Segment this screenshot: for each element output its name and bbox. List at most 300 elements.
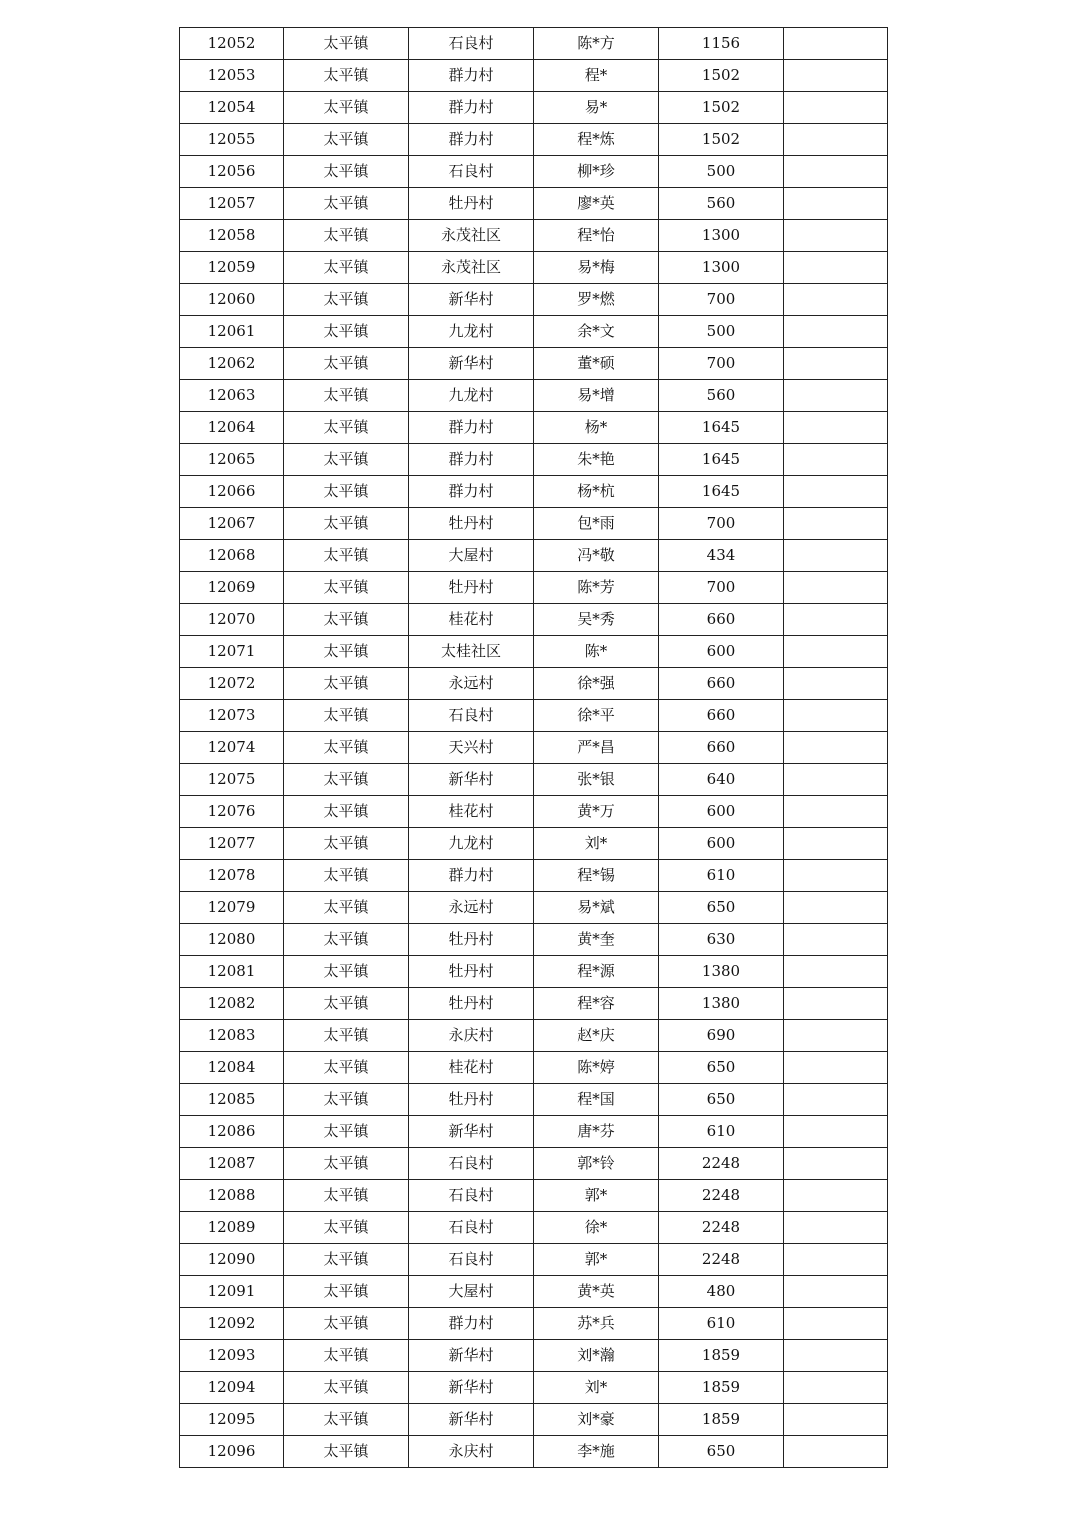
cell-village: 桂花村 xyxy=(409,796,534,828)
cell-town: 太平镇 xyxy=(284,284,409,316)
cell-note xyxy=(784,28,888,60)
cell-village: 大屋村 xyxy=(409,1276,534,1308)
cell-note xyxy=(784,348,888,380)
table-row xyxy=(180,572,888,604)
cell-town: 太平镇 xyxy=(284,476,409,508)
cell-name: 陈*婷 xyxy=(534,1052,659,1084)
cell-serial-number: 12082 xyxy=(180,988,284,1020)
table-row xyxy=(180,1020,888,1052)
cell-amount: 1156 xyxy=(659,28,784,60)
cell-note xyxy=(784,252,888,284)
table-row xyxy=(180,1308,888,1340)
cell-name: 易*梅 xyxy=(534,252,659,284)
cell-town: 太平镇 xyxy=(284,956,409,988)
cell-serial-number: 12090 xyxy=(180,1244,284,1276)
cell-note xyxy=(784,316,888,348)
cell-serial-number: 12055 xyxy=(180,124,284,156)
cell-name: 陈* xyxy=(534,636,659,668)
cell-name: 程* xyxy=(534,60,659,92)
cell-village: 永远村 xyxy=(409,892,534,924)
cell-village: 天兴村 xyxy=(409,732,534,764)
cell-town: 太平镇 xyxy=(284,1308,409,1340)
cell-village: 九龙村 xyxy=(409,316,534,348)
cell-name: 黄*英 xyxy=(534,1276,659,1308)
cell-amount: 560 xyxy=(659,380,784,412)
cell-town: 太平镇 xyxy=(284,828,409,860)
cell-amount: 1380 xyxy=(659,988,784,1020)
cell-amount: 1859 xyxy=(659,1372,784,1404)
cell-serial-number: 12066 xyxy=(180,476,284,508)
cell-village: 群力村 xyxy=(409,412,534,444)
cell-serial-number: 12057 xyxy=(180,188,284,220)
cell-note xyxy=(784,284,888,316)
cell-village: 大屋村 xyxy=(409,540,534,572)
cell-name: 易*斌 xyxy=(534,892,659,924)
cell-note xyxy=(784,1372,888,1404)
cell-serial-number: 12078 xyxy=(180,860,284,892)
cell-note xyxy=(784,668,888,700)
cell-amount: 1859 xyxy=(659,1340,784,1372)
cell-village: 桂花村 xyxy=(409,604,534,636)
cell-amount: 660 xyxy=(659,604,784,636)
cell-amount: 1645 xyxy=(659,444,784,476)
cell-name: 陈*方 xyxy=(534,28,659,60)
cell-amount: 500 xyxy=(659,156,784,188)
cell-village: 石良村 xyxy=(409,1180,534,1212)
cell-note xyxy=(784,636,888,668)
cell-serial-number: 12073 xyxy=(180,700,284,732)
cell-amount: 1502 xyxy=(659,60,784,92)
cell-name: 程*源 xyxy=(534,956,659,988)
cell-town: 太平镇 xyxy=(284,1084,409,1116)
cell-note xyxy=(784,220,888,252)
cell-village: 牡丹村 xyxy=(409,572,534,604)
cell-town: 太平镇 xyxy=(284,28,409,60)
table-row xyxy=(180,252,888,284)
cell-village: 新华村 xyxy=(409,764,534,796)
cell-amount: 660 xyxy=(659,700,784,732)
cell-note xyxy=(784,1148,888,1180)
cell-town: 太平镇 xyxy=(284,1404,409,1436)
cell-amount: 2248 xyxy=(659,1148,784,1180)
table-row xyxy=(180,92,888,124)
cell-amount: 1645 xyxy=(659,476,784,508)
cell-village: 永茂社区 xyxy=(409,252,534,284)
cell-note xyxy=(784,604,888,636)
cell-village: 石良村 xyxy=(409,28,534,60)
cell-amount: 640 xyxy=(659,764,784,796)
cell-note xyxy=(784,700,888,732)
cell-note xyxy=(784,1212,888,1244)
cell-town: 太平镇 xyxy=(284,1436,409,1468)
cell-note xyxy=(784,1020,888,1052)
cell-name: 柳*珍 xyxy=(534,156,659,188)
cell-name: 赵*庆 xyxy=(534,1020,659,1052)
cell-note xyxy=(784,988,888,1020)
cell-village: 群力村 xyxy=(409,1308,534,1340)
cell-serial-number: 12091 xyxy=(180,1276,284,1308)
cell-village: 石良村 xyxy=(409,700,534,732)
cell-serial-number: 12077 xyxy=(180,828,284,860)
cell-village: 牡丹村 xyxy=(409,924,534,956)
cell-note xyxy=(784,796,888,828)
cell-town: 太平镇 xyxy=(284,380,409,412)
cell-town: 太平镇 xyxy=(284,412,409,444)
cell-serial-number: 12075 xyxy=(180,764,284,796)
cell-serial-number: 12056 xyxy=(180,156,284,188)
cell-amount: 1502 xyxy=(659,124,784,156)
cell-name: 程*国 xyxy=(534,1084,659,1116)
cell-note xyxy=(784,156,888,188)
cell-serial-number: 12085 xyxy=(180,1084,284,1116)
cell-town: 太平镇 xyxy=(284,1116,409,1148)
cell-village: 永庆村 xyxy=(409,1020,534,1052)
cell-village: 牡丹村 xyxy=(409,188,534,220)
cell-note xyxy=(784,956,888,988)
table-row xyxy=(180,764,888,796)
cell-village: 永远村 xyxy=(409,668,534,700)
cell-amount: 1380 xyxy=(659,956,784,988)
cell-town: 太平镇 xyxy=(284,732,409,764)
cell-name: 唐*芬 xyxy=(534,1116,659,1148)
table-row xyxy=(180,188,888,220)
cell-village: 永庆村 xyxy=(409,1436,534,1468)
cell-name: 罗*燃 xyxy=(534,284,659,316)
cell-town: 太平镇 xyxy=(284,444,409,476)
cell-village: 牡丹村 xyxy=(409,988,534,1020)
cell-village: 石良村 xyxy=(409,156,534,188)
cell-village: 牡丹村 xyxy=(409,1084,534,1116)
cell-serial-number: 12054 xyxy=(180,92,284,124)
cell-town: 太平镇 xyxy=(284,1052,409,1084)
cell-town: 太平镇 xyxy=(284,316,409,348)
cell-village: 九龙村 xyxy=(409,828,534,860)
cell-amount: 480 xyxy=(659,1276,784,1308)
cell-town: 太平镇 xyxy=(284,636,409,668)
table-row xyxy=(180,924,888,956)
cell-serial-number: 12083 xyxy=(180,1020,284,1052)
cell-town: 太平镇 xyxy=(284,668,409,700)
cell-amount: 650 xyxy=(659,892,784,924)
table-row xyxy=(180,1276,888,1308)
table-row xyxy=(180,220,888,252)
cell-name: 刘*瀚 xyxy=(534,1340,659,1372)
cell-village: 新华村 xyxy=(409,1404,534,1436)
cell-town: 太平镇 xyxy=(284,1148,409,1180)
cell-serial-number: 12096 xyxy=(180,1436,284,1468)
cell-name: 易*增 xyxy=(534,380,659,412)
table-row xyxy=(180,732,888,764)
table-row xyxy=(180,1180,888,1212)
cell-name: 程*锡 xyxy=(534,860,659,892)
cell-note xyxy=(784,124,888,156)
cell-village: 九龙村 xyxy=(409,380,534,412)
cell-name: 徐* xyxy=(534,1212,659,1244)
cell-village: 群力村 xyxy=(409,60,534,92)
cell-town: 太平镇 xyxy=(284,892,409,924)
table-row xyxy=(180,636,888,668)
cell-town: 太平镇 xyxy=(284,1276,409,1308)
cell-note xyxy=(784,1436,888,1468)
cell-town: 太平镇 xyxy=(284,220,409,252)
table-row xyxy=(180,1404,888,1436)
table-row xyxy=(180,156,888,188)
cell-name: 郭* xyxy=(534,1180,659,1212)
table-row xyxy=(180,668,888,700)
cell-serial-number: 12061 xyxy=(180,316,284,348)
cell-name: 张*银 xyxy=(534,764,659,796)
cell-serial-number: 12076 xyxy=(180,796,284,828)
cell-village: 太桂社区 xyxy=(409,636,534,668)
cell-amount: 500 xyxy=(659,316,784,348)
cell-note xyxy=(784,860,888,892)
cell-name: 刘* xyxy=(534,1372,659,1404)
cell-name: 苏*兵 xyxy=(534,1308,659,1340)
table-row xyxy=(180,828,888,860)
cell-name: 余*文 xyxy=(534,316,659,348)
cell-serial-number: 12080 xyxy=(180,924,284,956)
cell-serial-number: 12065 xyxy=(180,444,284,476)
cell-village: 永茂社区 xyxy=(409,220,534,252)
cell-note xyxy=(784,828,888,860)
cell-name: 易* xyxy=(534,92,659,124)
cell-name: 刘* xyxy=(534,828,659,860)
cell-serial-number: 12074 xyxy=(180,732,284,764)
cell-town: 太平镇 xyxy=(284,764,409,796)
table-row xyxy=(180,1340,888,1372)
cell-serial-number: 12059 xyxy=(180,252,284,284)
cell-serial-number: 12068 xyxy=(180,540,284,572)
cell-note xyxy=(784,1180,888,1212)
cell-amount: 1645 xyxy=(659,412,784,444)
cell-note xyxy=(784,1116,888,1148)
cell-name: 包*雨 xyxy=(534,508,659,540)
cell-amount: 690 xyxy=(659,1020,784,1052)
table-row xyxy=(180,956,888,988)
cell-town: 太平镇 xyxy=(284,124,409,156)
table-row xyxy=(180,60,888,92)
table-row xyxy=(180,1084,888,1116)
table-row xyxy=(180,796,888,828)
cell-town: 太平镇 xyxy=(284,860,409,892)
cell-town: 太平镇 xyxy=(284,508,409,540)
cell-name: 廖*英 xyxy=(534,188,659,220)
cell-town: 太平镇 xyxy=(284,1020,409,1052)
cell-note xyxy=(784,444,888,476)
cell-serial-number: 12088 xyxy=(180,1180,284,1212)
table-row xyxy=(180,700,888,732)
table-row xyxy=(180,1116,888,1148)
table-row xyxy=(180,988,888,1020)
cell-serial-number: 12089 xyxy=(180,1212,284,1244)
cell-note xyxy=(784,764,888,796)
cell-town: 太平镇 xyxy=(284,604,409,636)
cell-village: 牡丹村 xyxy=(409,508,534,540)
cell-amount: 700 xyxy=(659,508,784,540)
cell-note xyxy=(784,1308,888,1340)
cell-village: 石良村 xyxy=(409,1212,534,1244)
table-row xyxy=(180,892,888,924)
cell-village: 新华村 xyxy=(409,348,534,380)
cell-amount: 650 xyxy=(659,1084,784,1116)
cell-name: 黄*万 xyxy=(534,796,659,828)
cell-village: 新华村 xyxy=(409,1372,534,1404)
cell-serial-number: 12060 xyxy=(180,284,284,316)
cell-name: 刘*豪 xyxy=(534,1404,659,1436)
cell-serial-number: 12081 xyxy=(180,956,284,988)
table-row xyxy=(180,476,888,508)
cell-serial-number: 12079 xyxy=(180,892,284,924)
table-row xyxy=(180,380,888,412)
table-row xyxy=(180,1212,888,1244)
cell-name: 吴*秀 xyxy=(534,604,659,636)
cell-amount: 660 xyxy=(659,732,784,764)
cell-amount: 630 xyxy=(659,924,784,956)
cell-name: 程*炼 xyxy=(534,124,659,156)
table-row xyxy=(180,1436,888,1468)
cell-town: 太平镇 xyxy=(284,92,409,124)
cell-amount: 2248 xyxy=(659,1180,784,1212)
cell-serial-number: 12084 xyxy=(180,1052,284,1084)
cell-town: 太平镇 xyxy=(284,348,409,380)
cell-town: 太平镇 xyxy=(284,924,409,956)
cell-serial-number: 12087 xyxy=(180,1148,284,1180)
table-row xyxy=(180,124,888,156)
data-table xyxy=(179,27,888,1468)
cell-note xyxy=(784,1052,888,1084)
cell-amount: 650 xyxy=(659,1052,784,1084)
cell-village: 群力村 xyxy=(409,444,534,476)
cell-amount: 560 xyxy=(659,188,784,220)
cell-village: 群力村 xyxy=(409,92,534,124)
cell-note xyxy=(784,380,888,412)
cell-name: 董*硕 xyxy=(534,348,659,380)
cell-serial-number: 12095 xyxy=(180,1404,284,1436)
cell-town: 太平镇 xyxy=(284,796,409,828)
cell-note xyxy=(784,1404,888,1436)
cell-village: 石良村 xyxy=(409,1148,534,1180)
cell-name: 朱*艳 xyxy=(534,444,659,476)
cell-name: 陈*芳 xyxy=(534,572,659,604)
cell-note xyxy=(784,92,888,124)
cell-note xyxy=(784,508,888,540)
cell-amount: 610 xyxy=(659,1308,784,1340)
cell-serial-number: 12063 xyxy=(180,380,284,412)
cell-name: 郭*铃 xyxy=(534,1148,659,1180)
cell-serial-number: 12071 xyxy=(180,636,284,668)
cell-amount: 650 xyxy=(659,1436,784,1468)
cell-name: 杨* xyxy=(534,412,659,444)
cell-serial-number: 12064 xyxy=(180,412,284,444)
table-row xyxy=(180,348,888,380)
cell-town: 太平镇 xyxy=(284,988,409,1020)
cell-town: 太平镇 xyxy=(284,60,409,92)
cell-amount: 434 xyxy=(659,540,784,572)
cell-serial-number: 12052 xyxy=(180,28,284,60)
cell-village: 新华村 xyxy=(409,1340,534,1372)
cell-note xyxy=(784,572,888,604)
cell-serial-number: 12093 xyxy=(180,1340,284,1372)
cell-town: 太平镇 xyxy=(284,1340,409,1372)
table-row xyxy=(180,284,888,316)
cell-amount: 700 xyxy=(659,284,784,316)
cell-name: 冯*敬 xyxy=(534,540,659,572)
cell-village: 群力村 xyxy=(409,476,534,508)
cell-note xyxy=(784,188,888,220)
cell-town: 太平镇 xyxy=(284,188,409,220)
cell-village: 新华村 xyxy=(409,284,534,316)
cell-note xyxy=(784,1340,888,1372)
cell-serial-number: 12069 xyxy=(180,572,284,604)
cell-village: 群力村 xyxy=(409,124,534,156)
cell-note xyxy=(784,1276,888,1308)
cell-name: 程*怡 xyxy=(534,220,659,252)
cell-amount: 600 xyxy=(659,828,784,860)
cell-serial-number: 12058 xyxy=(180,220,284,252)
table-row xyxy=(180,28,888,60)
cell-town: 太平镇 xyxy=(284,252,409,284)
cell-amount: 600 xyxy=(659,636,784,668)
cell-name: 郭* xyxy=(534,1244,659,1276)
cell-town: 太平镇 xyxy=(284,1244,409,1276)
cell-note xyxy=(784,540,888,572)
cell-name: 李*施 xyxy=(534,1436,659,1468)
cell-name: 程*容 xyxy=(534,988,659,1020)
cell-amount: 1502 xyxy=(659,92,784,124)
cell-amount: 660 xyxy=(659,668,784,700)
cell-serial-number: 12094 xyxy=(180,1372,284,1404)
cell-name: 严*昌 xyxy=(534,732,659,764)
cell-serial-number: 12092 xyxy=(180,1308,284,1340)
table-row xyxy=(180,860,888,892)
cell-note xyxy=(784,924,888,956)
table-row xyxy=(180,540,888,572)
cell-town: 太平镇 xyxy=(284,1372,409,1404)
cell-town: 太平镇 xyxy=(284,1180,409,1212)
cell-note xyxy=(784,412,888,444)
table-row xyxy=(180,1148,888,1180)
cell-note xyxy=(784,1244,888,1276)
cell-name: 杨*杭 xyxy=(534,476,659,508)
cell-town: 太平镇 xyxy=(284,1212,409,1244)
cell-town: 太平镇 xyxy=(284,540,409,572)
cell-village: 桂花村 xyxy=(409,1052,534,1084)
cell-serial-number: 12062 xyxy=(180,348,284,380)
cell-note xyxy=(784,892,888,924)
table-row xyxy=(180,316,888,348)
table-row xyxy=(180,604,888,636)
cell-serial-number: 12086 xyxy=(180,1116,284,1148)
cell-serial-number: 12053 xyxy=(180,60,284,92)
table-row xyxy=(180,508,888,540)
cell-name: 徐*平 xyxy=(534,700,659,732)
cell-village: 群力村 xyxy=(409,860,534,892)
table-row xyxy=(180,1052,888,1084)
cell-note xyxy=(784,476,888,508)
cell-amount: 610 xyxy=(659,1116,784,1148)
cell-serial-number: 12067 xyxy=(180,508,284,540)
cell-amount: 2248 xyxy=(659,1244,784,1276)
cell-amount: 610 xyxy=(659,860,784,892)
cell-amount: 700 xyxy=(659,572,784,604)
cell-amount: 700 xyxy=(659,348,784,380)
cell-note xyxy=(784,60,888,92)
cell-amount: 1859 xyxy=(659,1404,784,1436)
cell-town: 太平镇 xyxy=(284,572,409,604)
cell-amount: 2248 xyxy=(659,1212,784,1244)
cell-note xyxy=(784,1084,888,1116)
table-row xyxy=(180,444,888,476)
